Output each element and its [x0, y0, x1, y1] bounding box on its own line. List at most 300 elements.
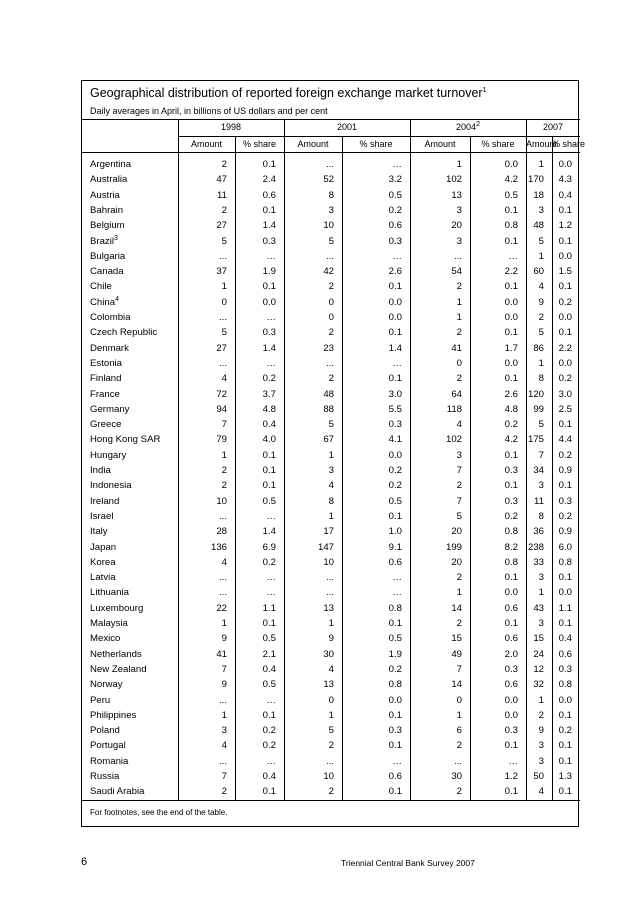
share-cell: 0.6	[504, 633, 518, 645]
amount-cell: 3	[538, 618, 544, 629]
share-cell: 0.1	[262, 480, 276, 492]
amount-cell: 2	[456, 786, 462, 798]
amount-cell: 2	[538, 709, 544, 721]
amount-cell: 1	[328, 449, 334, 461]
amount-cell: 7	[456, 663, 462, 675]
share-cell: 0.1	[388, 740, 402, 752]
table-row-country	[90, 693, 110, 708]
amount-cell: ...	[219, 510, 227, 522]
share-cell: 1.9	[262, 266, 276, 278]
amount-cell: 1	[328, 709, 334, 721]
table-row-country	[90, 585, 129, 600]
amount-cell: 2	[328, 786, 334, 798]
share-cell: 0.6	[504, 602, 518, 614]
col-header-share: % share	[552, 139, 586, 149]
share-cell: 0.3	[388, 725, 402, 737]
share-cell: 0.3	[558, 495, 572, 507]
amount-cell: 4	[538, 281, 544, 293]
amount-cell: 1	[456, 587, 462, 599]
share-cell: 0.0	[504, 312, 518, 323]
year-label: 1998	[220, 122, 242, 132]
share-cell: 0.5	[388, 189, 402, 201]
share-cell: 0.1	[262, 281, 276, 293]
table-row-country	[90, 478, 132, 493]
country-footnote-marker: 4	[115, 295, 119, 303]
table-row-country	[90, 188, 120, 203]
share-cell: …	[266, 694, 276, 706]
share-cell: 0.1	[504, 449, 518, 461]
share-cell: 0.2	[558, 725, 572, 737]
amount-cell: 52	[323, 174, 334, 186]
share-cell: 0.6	[504, 679, 518, 691]
amount-cell: 10	[323, 771, 334, 782]
share-cell: 6.9	[262, 541, 276, 553]
amount-cell: 2	[221, 159, 227, 170]
share-cell: 0.2	[262, 373, 276, 385]
table-row-country	[90, 631, 120, 646]
amount-cell: 1	[538, 159, 544, 170]
share-cell: 0.0	[504, 296, 518, 308]
share-cell: 0.6	[262, 189, 276, 201]
amount-cell: 42	[323, 266, 334, 278]
amount-cell: 8	[538, 373, 544, 385]
col-header-amount: Amount	[526, 139, 558, 149]
amount-cell: ...	[454, 250, 462, 262]
country-name: Latvia	[90, 572, 116, 584]
share-cell: 1.1	[558, 602, 572, 614]
share-cell: 0.1	[558, 480, 572, 492]
country-name: Ireland	[90, 495, 120, 507]
share-cell: 0.5	[504, 189, 518, 201]
amount-cell: 2	[328, 373, 334, 385]
share-cell: 0.1	[504, 281, 518, 293]
amount-cell: ...	[219, 755, 227, 767]
share-cell: 0.1	[504, 786, 518, 798]
share-cell: 0.1	[388, 786, 402, 798]
amount-cell: 3	[221, 725, 227, 737]
amount-cell: 2	[456, 327, 462, 339]
share-cell: 0.6	[558, 648, 572, 660]
amount-cell: 7	[221, 771, 227, 782]
share-cell: 1.9	[388, 648, 402, 660]
share-cell: 0.1	[558, 786, 572, 798]
table-subtitle: Daily averages in April, in billions of US dollars and per cent	[90, 106, 328, 116]
amount-cell: 22	[216, 602, 227, 614]
share-cell: …	[392, 159, 402, 170]
table-row-country	[90, 432, 160, 447]
amount-cell: 14	[451, 679, 462, 691]
rule-bottom-body	[82, 800, 580, 801]
share-cell: 0.1	[504, 572, 518, 584]
share-cell: 0.1	[558, 618, 572, 629]
amount-cell: 1	[538, 694, 544, 706]
amount-cell: 4	[328, 663, 334, 675]
country-name: Bulgaria	[90, 250, 126, 262]
share-cell: 0.2	[262, 740, 276, 752]
amount-cell: 5	[328, 419, 334, 431]
amount-cell: 2	[456, 480, 462, 492]
share-cell: 0.1	[504, 373, 518, 385]
share-cell: 0.4	[262, 771, 276, 782]
share-cell: 0.8	[558, 556, 572, 568]
amount-cell: 4	[221, 740, 227, 752]
year-label: 2001	[336, 122, 358, 132]
share-cell: 4.0	[262, 434, 276, 446]
table-row-country	[90, 402, 129, 417]
amount-cell: 32	[533, 679, 544, 691]
amount-cell: 27	[216, 220, 227, 232]
amount-cell: 86	[533, 342, 544, 354]
amount-cell: 8	[328, 189, 334, 201]
amount-cell: 37	[216, 266, 227, 278]
share-cell: 0.1	[262, 449, 276, 461]
country-name: Hungary	[90, 449, 127, 461]
share-cell: 1.2	[558, 220, 572, 232]
share-cell: 2.6	[388, 266, 402, 278]
share-cell: 3.0	[558, 388, 572, 400]
share-cell: 0.2	[388, 480, 402, 492]
amount-cell: 2	[456, 281, 462, 293]
amount-cell: 20	[451, 526, 462, 538]
amount-cell: 0	[221, 296, 227, 308]
amount-cell: 48	[533, 220, 544, 232]
amount-cell: 72	[216, 388, 227, 400]
share-cell: 4.3	[558, 174, 572, 186]
share-cell: 0.0	[388, 312, 402, 323]
share-cell: 0.9	[558, 465, 572, 476]
amount-cell: 41	[451, 342, 462, 354]
country-name: Belgium	[90, 220, 125, 232]
share-cell: 4.1	[388, 434, 402, 446]
share-cell: 1.1	[262, 602, 276, 614]
share-cell: …	[266, 357, 276, 369]
amount-cell: ...	[219, 250, 227, 262]
share-cell: 4.8	[504, 403, 518, 415]
amount-cell: 0	[456, 694, 462, 706]
amount-cell: ...	[219, 312, 227, 323]
share-cell: 0.0	[388, 694, 402, 706]
amount-cell: 12	[533, 663, 544, 675]
share-cell: 0.5	[262, 495, 276, 507]
country-name: Luxembourg	[90, 602, 144, 614]
country-name: China	[90, 296, 116, 308]
amount-cell: 43	[533, 602, 544, 614]
share-cell: 0.1	[388, 618, 402, 629]
table-row-country	[90, 356, 122, 371]
share-cell: 0.1	[558, 235, 572, 247]
table-row-country	[90, 371, 121, 386]
share-cell: 0.0	[504, 709, 518, 721]
amount-cell: 1	[328, 618, 334, 629]
year-label: 2007	[542, 122, 564, 132]
amount-cell: 20	[451, 556, 462, 568]
share-cell: 0.3	[504, 495, 518, 507]
share-cell: 0.2	[558, 373, 572, 385]
amount-cell: 1	[328, 510, 334, 522]
share-cell: 0.2	[504, 419, 518, 431]
amount-cell: ...	[454, 755, 462, 767]
country-name: Netherlands	[90, 648, 142, 660]
amount-cell: 1	[538, 357, 544, 369]
table-row-country	[90, 555, 116, 570]
rule-top-header	[82, 119, 580, 120]
amount-cell: 27	[216, 342, 227, 354]
table-row-country	[90, 279, 112, 294]
amount-cell: 1	[456, 312, 462, 323]
table-title: Geographical distribution of reported foreign exchange market turnover$^1$	[90, 86, 487, 100]
amount-cell: 4	[328, 480, 334, 492]
amount-cell: 10	[323, 556, 334, 568]
share-cell: 0.1	[504, 204, 518, 216]
share-cell: 2.0	[504, 648, 518, 660]
amount-cell: 1	[456, 296, 462, 308]
amount-cell: ...	[219, 587, 227, 599]
amount-cell: 2	[456, 572, 462, 584]
amount-cell: 47	[216, 174, 227, 186]
amount-cell: 5	[328, 235, 334, 247]
share-cell: 1.4	[262, 526, 276, 538]
table-row-country	[90, 172, 127, 187]
amount-cell: ...	[326, 755, 334, 767]
table-row-country	[90, 218, 125, 233]
amount-cell: 2	[221, 465, 227, 476]
amount-cell: 1	[456, 709, 462, 721]
amount-cell: 34	[533, 465, 544, 476]
table-row-country	[90, 234, 118, 249]
share-cell: 0.6	[388, 556, 402, 568]
amount-cell: 1	[221, 709, 227, 721]
amount-cell: 20	[451, 220, 462, 232]
amount-cell: 88	[323, 403, 334, 415]
share-cell: 0.8	[388, 679, 402, 691]
share-cell: …	[266, 312, 276, 323]
country-name: New Zealand	[90, 663, 147, 675]
country-footnote-marker: 3	[114, 234, 118, 242]
share-cell: 0.3	[504, 663, 518, 675]
country-name: Czech Republic	[90, 327, 158, 339]
country-name: Peru	[90, 694, 111, 706]
table-row-country	[90, 448, 126, 463]
share-cell: 0.1	[262, 786, 276, 798]
share-cell: 8.2	[504, 541, 518, 553]
share-cell: 0.2	[388, 204, 402, 216]
share-cell: …	[392, 357, 402, 369]
running-title: Triennial Central Bank Survey 2007	[341, 858, 475, 868]
amount-cell: 170	[527, 174, 544, 186]
amount-cell: 49	[451, 648, 462, 660]
amount-cell: 24	[533, 648, 544, 660]
share-cell: 1.2	[504, 771, 518, 782]
amount-cell: 9	[538, 725, 544, 737]
amount-cell: 60	[533, 266, 544, 278]
amount-cell: 3	[328, 204, 334, 216]
country-name: Malaysia	[90, 618, 128, 629]
col-header-share: % share	[242, 139, 277, 149]
amount-cell: 15	[451, 633, 462, 645]
share-cell: 0.2	[558, 296, 572, 308]
amount-cell: 7	[456, 465, 462, 476]
country-name: Lithuania	[90, 587, 129, 599]
amount-cell: ...	[326, 250, 334, 262]
share-cell: 0.3	[504, 725, 518, 737]
col-header-amount: Amount	[424, 139, 456, 149]
country-name: Poland	[90, 725, 120, 737]
amount-cell: 5	[538, 327, 544, 339]
table-row-country	[90, 509, 113, 524]
table-row-country	[90, 784, 144, 799]
amount-cell: 8	[538, 510, 544, 522]
amount-cell: 11	[217, 189, 227, 201]
share-cell: 0.5	[262, 679, 276, 691]
amount-cell: 3	[456, 204, 462, 216]
share-cell: 0.1	[262, 204, 276, 216]
amount-cell: ...	[326, 587, 334, 599]
amount-cell: 6	[456, 725, 462, 737]
table-row-country	[90, 738, 126, 753]
table-row-country	[90, 647, 142, 662]
amount-cell: 5	[221, 327, 227, 339]
share-cell: 0.8	[504, 526, 518, 538]
share-cell: 0.3	[388, 419, 402, 431]
share-cell: 0.1	[558, 281, 572, 293]
country-name: Korea	[90, 556, 116, 568]
share-cell: 1.4	[262, 220, 276, 232]
amount-cell: 4	[221, 556, 227, 568]
share-cell: 0.5	[388, 495, 402, 507]
country-name: Brazil	[90, 235, 114, 247]
amount-cell: 8	[328, 495, 334, 507]
amount-cell: 50	[533, 771, 544, 782]
year-header	[410, 122, 526, 132]
share-cell: …	[508, 755, 518, 767]
amount-cell: 4	[456, 419, 462, 431]
share-cell: 0.4	[558, 633, 572, 645]
share-cell: 0.0	[504, 357, 518, 369]
amount-cell: 1	[538, 250, 544, 262]
share-cell: 1.4	[388, 342, 402, 354]
country-name: Argentina	[90, 159, 132, 170]
amount-cell: 1	[221, 449, 227, 461]
table-row-country	[90, 387, 120, 402]
share-cell: 0.0	[558, 357, 572, 369]
country-name: Saudi Arabia	[90, 786, 145, 798]
share-cell: 0.0	[558, 694, 572, 706]
share-cell: 0.8	[504, 556, 518, 568]
year-header	[178, 122, 284, 132]
amount-cell: 30	[323, 648, 334, 660]
share-cell: 0.0	[262, 296, 276, 308]
share-cell: 0.1	[388, 709, 402, 721]
amount-cell: 36	[533, 526, 544, 538]
share-cell: 0.2	[388, 465, 402, 476]
country-name: Japan	[90, 541, 117, 553]
amount-cell: 17	[323, 526, 334, 538]
share-cell: …	[392, 572, 402, 584]
amount-cell: ...	[326, 159, 334, 170]
table-row-country	[90, 616, 128, 631]
table-frame	[81, 80, 586, 827]
share-cell: 0.2	[262, 725, 276, 737]
amount-cell: 2	[538, 312, 544, 323]
share-cell: 0.5	[262, 633, 276, 645]
amount-cell: 7	[538, 449, 544, 461]
share-cell: …	[266, 755, 276, 767]
amount-cell: 13	[323, 602, 334, 614]
country-name: India	[90, 465, 111, 476]
amount-cell: 13	[323, 679, 334, 691]
amount-cell: 28	[216, 526, 227, 538]
country-name: Bahrain	[90, 204, 124, 216]
country-name: Mexico	[90, 633, 121, 645]
amount-cell: 0	[328, 694, 334, 706]
country-name: Russia	[90, 771, 120, 782]
share-cell: 0.0	[504, 694, 518, 706]
share-cell: 0.0	[388, 296, 402, 308]
amount-cell: 2	[328, 281, 334, 293]
amount-cell: 23	[323, 342, 334, 354]
share-cell: 0.1	[558, 755, 572, 767]
amount-cell: 11	[534, 495, 544, 507]
share-cell: 0.3	[262, 327, 276, 339]
share-cell: 0.1	[504, 618, 518, 629]
share-cell: 1.7	[504, 342, 518, 354]
table-row-country	[90, 417, 121, 432]
share-cell: 0.1	[262, 465, 276, 476]
amount-cell: 3	[538, 204, 544, 216]
amount-cell: 67	[323, 434, 334, 446]
share-cell: 0.1	[388, 373, 402, 385]
share-cell: 0.6	[388, 771, 402, 782]
share-cell: 0.1	[504, 235, 518, 247]
table-row-country	[90, 295, 119, 310]
share-cell: 0.1	[558, 327, 572, 339]
share-cell: 2.2	[504, 266, 518, 278]
amount-cell: 54	[451, 266, 462, 278]
amount-cell: 102	[445, 174, 462, 186]
share-cell: 0.2	[558, 510, 572, 522]
share-cell: 3.2	[388, 174, 402, 186]
amount-cell: 3	[538, 755, 544, 767]
table-row-country	[90, 540, 116, 555]
amount-cell: 5	[328, 725, 334, 737]
share-cell: 0.0	[388, 449, 402, 461]
share-cell: 0.9	[558, 526, 572, 538]
share-cell: 0.2	[504, 510, 518, 522]
amount-cell: 3	[456, 235, 462, 247]
table-row-country	[90, 264, 124, 279]
amount-cell: 2	[221, 204, 227, 216]
table-row-country	[90, 601, 143, 616]
share-cell: 3.0	[388, 388, 402, 400]
table-row-country	[90, 494, 119, 509]
share-cell: 0.0	[504, 587, 518, 599]
rule-years	[178, 136, 580, 137]
country-name: Austria	[90, 189, 120, 201]
amount-cell: 2	[221, 480, 227, 492]
amount-cell: 1	[456, 159, 462, 170]
share-cell: 0.1	[504, 480, 518, 492]
table-row-country	[90, 203, 123, 218]
share-cell: 0.5	[388, 633, 402, 645]
share-cell: 4.2	[504, 434, 518, 446]
col-header-amount: Amount	[190, 139, 223, 149]
table-row-country	[90, 769, 119, 784]
amount-cell: 175	[527, 434, 544, 446]
share-cell: 0.1	[558, 572, 572, 584]
amount-cell: 5	[538, 419, 544, 431]
share-cell: 0.3	[504, 465, 518, 476]
col-header-share: % share	[481, 139, 515, 149]
